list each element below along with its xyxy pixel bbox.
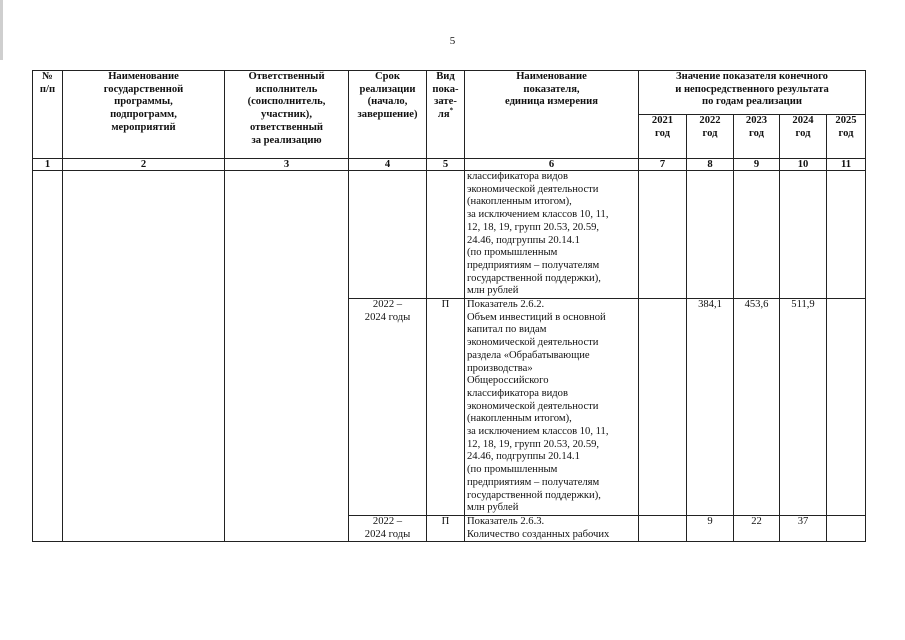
kind-cell: П bbox=[427, 515, 465, 541]
value-2022 bbox=[687, 171, 734, 299]
value-2025 bbox=[827, 515, 866, 541]
column-number: 9 bbox=[734, 159, 780, 171]
executor-cell bbox=[225, 171, 349, 542]
value-2024 bbox=[780, 171, 827, 299]
indicator-cell: Показатель 2.6.3. Количество созданных рабочих bbox=[465, 515, 639, 541]
column-number: 6 bbox=[465, 159, 639, 171]
scan-edge bbox=[0, 0, 3, 60]
header-program-name: Наименование государственной программы, подпрограмм, мероприятий bbox=[63, 71, 225, 159]
header-year-2024: 2024 год bbox=[780, 115, 827, 159]
column-number: 11 bbox=[827, 159, 866, 171]
indicators-table bbox=[32, 70, 866, 542]
indicator-cell: классификатора видов экономической деятельности (накопленным итогом), за исключением классов 10, 11, 12, 18, 19, групп 20.53, 20.59, 24.46, подгруппы 20.14.1 (по промышленным предприятиям – получателям государственной поддержки), млн рублей bbox=[465, 171, 639, 299]
column-number: 2 bbox=[63, 159, 225, 171]
value-2021 bbox=[639, 515, 687, 541]
column-number: 8 bbox=[687, 159, 734, 171]
header-year-2021: 2021 год bbox=[639, 115, 687, 159]
column-number: 3 bbox=[225, 159, 349, 171]
column-number: 7 bbox=[639, 159, 687, 171]
kind-cell bbox=[427, 171, 465, 299]
table-row bbox=[33, 171, 866, 299]
column-number: 4 bbox=[349, 159, 427, 171]
header-executor: Ответственный исполнитель (соисполнитель, участник), ответственный за реализацию bbox=[225, 71, 349, 159]
indicator-cell: Показатель 2.6.2. Объем инвестиций в основной капитал по видам экономической деятельности раздела «Обрабатывающие производства» Общероссийского классификатора видов экономической деятельности (накопленным итогом), за исключением классов 10, 11, 12, 18, 19, групп 20.53, 20.59, 24.46, подгруппы 20.14.1 (по промышленным предприятиям – получателям государственной поддержки), млн рублей bbox=[465, 299, 639, 516]
term-cell: 2022 – 2024 годы bbox=[349, 515, 427, 541]
header-number: № п/п bbox=[33, 71, 63, 159]
column-number: 1 bbox=[33, 159, 63, 171]
header-year-2023: 2023 год bbox=[734, 115, 780, 159]
value-2024: 511,9 bbox=[780, 299, 827, 516]
value-2022: 9 bbox=[687, 515, 734, 541]
row-number-cell bbox=[33, 171, 63, 542]
value-2023 bbox=[734, 171, 780, 299]
value-2022: 384,1 bbox=[687, 299, 734, 516]
header-term: Срок реализации (начало, завершение) bbox=[349, 71, 427, 159]
column-number: 5 bbox=[427, 159, 465, 171]
value-2024: 37 bbox=[780, 515, 827, 541]
value-2021 bbox=[639, 171, 687, 299]
value-2025 bbox=[827, 299, 866, 516]
program-name-cell bbox=[63, 171, 225, 542]
term-cell: 2022 – 2024 годы bbox=[349, 299, 427, 516]
value-2021 bbox=[639, 299, 687, 516]
value-2023: 453,6 bbox=[734, 299, 780, 516]
kind-cell: П bbox=[427, 299, 465, 516]
value-2023: 22 bbox=[734, 515, 780, 541]
header-indicator-kind: Вид пока- зате- ля* bbox=[427, 71, 465, 159]
header-year-2025: 2025 год bbox=[827, 115, 866, 159]
header-values-by-year: Значение показателя конечного и непосредственного результата по годам реализации bbox=[639, 71, 866, 115]
header-year-2022: 2022 год bbox=[687, 115, 734, 159]
column-number: 10 bbox=[780, 159, 827, 171]
term-cell bbox=[349, 171, 427, 299]
value-2025 bbox=[827, 171, 866, 299]
page-number: 5 bbox=[449, 35, 456, 47]
header-indicator-name: Наименование показателя, единица измерения bbox=[465, 71, 639, 159]
